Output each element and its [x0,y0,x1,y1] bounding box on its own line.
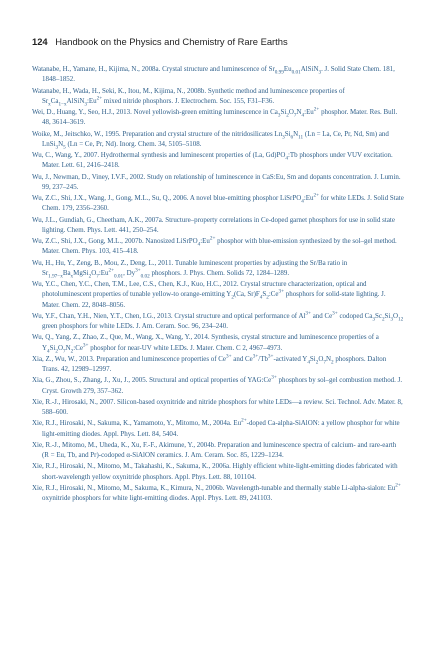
reference-entry: Woike, M., Jeitschko, W., 1995. Preparation and crystal structure of the nitridosilicates $Ln_3Si_6N_{11}$ (Ln = La, Ce, Pr, Nd, Sm) and $LnSi_3N_5$ (Ln = Ce, Pr, Nd). Inorg. Chem. 34, 5105–5108. [32,129,389,151]
reference-entry: Xie, R.J., Hirosaki, N., Mitomo, M., Takahashi, K., Sakuma, K., 2006a. Highly efficient white-light-emitting diodes fabricated with short-wavelength yellow oxynitride phosphors. Appl. Phys. Lett. 88, 101104. [32,462,398,481]
reference-entry: Wei, D., Huang, Y., Seo, H.J., 2013. Novel yellowish-green emitting luminescence in $Ca_3Si_2O_7N_4:Eu^{2+}$ phosphor. Mater. Res. Bull. 48, 3614–3619. [32,106,398,127]
reference-entry: Wu, Z.C., Shi, J.X., Gong, M.L., 2007b. Nanosized $LiSrPO_4:Eu^{2+}$ phosphor with blue-emission synthesized by the sol–gel method. Mater. Chem. Phys. 103, 415–418. [32,235,397,256]
reference-entry: Watanabe, H., Wada, H., Seki, K., Itou, M., Kijima, N., 2008b. Synthetic method and luminescence properties of $Sr_xCa_{1-x}AlSiN_3:Eu^{2+}$ mixed nitride phosphors. J. Electrochem. Soc. 155, F31–F36. [32,86,345,108]
reference-entry: Wu, Y.C., Chen, Y.C., Chen, T.M., Lee, C.S., Chen, K.J., Kuo, H.C., 2012. Crystal structure characterization, optical and photoluminescent properties of tunable yellow-to orange-emitting $Y_2(Ca$, $Sr)F_4S_2:Ce^{3+}$ phosphors for solid-state lighting. J. Mater. Chem. 22, 8048–8056. [32,280,386,309]
reference-entry: Watanabe, H., Yamane, H., Kijima, N., 2008a. Crystal structure and luminescence of $Sr_{0.99}Eu_{0.01}AlSiN_3$. J. Solid State Chem. 181, 1848–1852. [32,65,395,84]
reference-entry: Wu, H., Hu, Y., Zeng, B., Mou, Z., Deng, L., 2011. Tunable luminescent properties by adjusting the Sr/Ba ratio in $Sr_{1.97-x}Ba_xMgSi_2O_7:Eu^{2+}_{0.01}$, $Dy^{3+}_{0.02}$ phosphors. J. Phys. Chem. Solids 72, 1284–1289. [32,258,348,280]
reference-entry: Wu, Y.F., Chan, Y.H., Nien, Y.T., Chen, I.G., 2013. Crystal structure and optical performance of $Al^{3+}$ and $Ce^{3+}$ codoped $Ca_3Sc_2Si_3O_{12}$ green phosphors for white LEDs. J. Am. Ceram. Soc. 96, 234–240. [32,310,404,330]
reference-entry: Xia, G., Zhou, S., Zhang, J., Xu, J., 2005. Structural and optical properties of $YAG:Ce^{3+}$ phosphors by sol–gel combustion method. J. Cryst. Growth 279, 357–362. [32,374,403,395]
reference-entry: Wu, J.L., Gundiah, G., Cheetham, A.K., 2007a. Structure–property correlations in Ce-doped garnet phosphors for use in solid state lighting. Chem. Phys. Lett. 441, 250–254. [32,215,395,234]
reference-entry: Xie, R.-J., Mitomo, M., Uheda, K., Xu, F.-F., Akimune, Y., 2004b. Preparation and luminescence spectra of calcium- and rare-earth (R = Eu, Tb, and Pr)-codoped α-SiAlON ceramics. J. Am. Ceram. Soc. 85, 1229–1234. [32,440,397,459]
reference-entry: Xia, Z., Wu, W., 2013. Preparation and luminescence properties of $Ce^{3+}$ and $Ce^{3+}/Tb^{3+}$-activated $Y_4Si_2O_7N_2$ phosphors. Dalton Trans. 42, 12989–12997. [32,353,387,373]
page-header [32,36,288,47]
reference-list [32,64,404,504]
reference-entry: Wu, Q., Yang, Z., Zhao, Z., Que, M., Wang, X., Wang, Y., 2014. Synthesis, crystal structure and luminescence properties of a $Y_4Si_2O_7N_2:Ce^{3+}$ phosphor for near-UV white LEDs. J. Mater. Chem. C 2, 4967–4973. [32,333,379,354]
reference-entry: Wu, C., Wang, Y., 2007. Hydrothermal synthesis and luminescent properties of (La, $Gd)PO_4:Tb$ phosphors under VUV excitation. Mater. Lett. 61, 2416–2418. [32,151,393,170]
reference-entry: Xie, R.J., Hirosaki, N., Sakuma, K., Yamamoto, Y., Mitomo, M., 2004a. $Eu^{2+}$-doped Ca-alpha-SiAlON: a yellow phosphor for white light-emitting diodes. Appl. Phys. Lett. 84, 5404. [32,417,400,438]
reference-entry: Xie, R.-J., Hirosaki, N., 2007. Silicon-based oxynitride and nitride phosphors for white LEDs—a review. Sci. Technol. Adv. Mater. 8, 588–600. [32,397,403,416]
reference-entry: Wu, Z.C., Shi, J.X., Wang, J., Gong, M.L., Su, Q., 2006. A novel blue-emitting phosphor $LiSrPO_4:Eu^{2+}$ for white LEDs. J. Solid State Chem. 179, 2356–2360. [32,192,404,213]
page-number: 124 [32,36,48,47]
reference-entry: Wu, J., Newman, D., Viney, I.V.F., 2002. Study on relationship of luminescence in CaS:Eu, Sm and dopants concentration. J. Lumin. 99, 237–245. [32,172,401,191]
reference-entry: Xie, R.J., Hirosaki, N., Mitomo, M., Sakuma, K., Kimura, N., 2006b. Wavelength-tunable and thermally stable Li-alpha-sialon: $Eu^{2+}$ oxynitride phosphors for white light-emitting diodes. Appl. Phys. Lett. 89, 241103. [32,482,401,502]
running-title: Handbook on the Physics and Chemistry of Rare Earths [55,36,288,47]
